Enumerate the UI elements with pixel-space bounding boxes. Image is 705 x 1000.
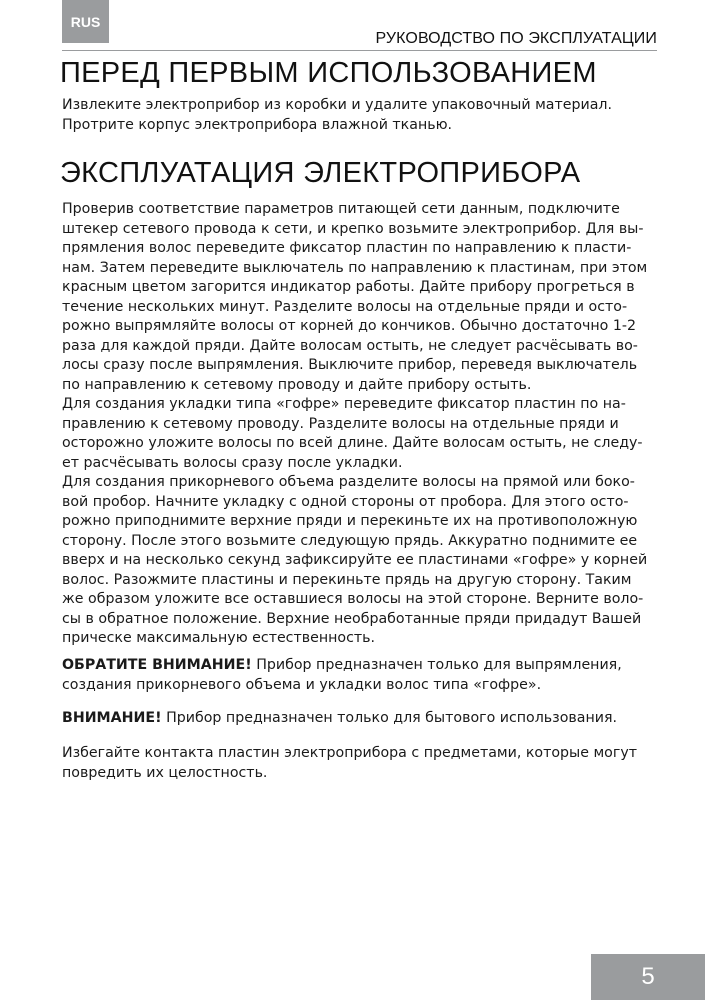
text-line: Проверив соответствие параметров питающей сети данным, подключите [62, 201, 620, 217]
text-line: же образом уложите все оставшиеся волосы на этой стороне. Верните воло- [62, 591, 644, 607]
text-line: течение нескольких минут. Разделите волосы на отдельные пряди и осто- [62, 298, 628, 315]
text-line [62, 709, 654, 729]
text-line: Извлеките электроприбор из коробки и удалите упаковочный материал. [62, 97, 612, 113]
heading-first-use: ПЕРЕД ПЕРВЫМ ИСПОЛЬЗОВАНИЕМ [60, 57, 597, 89]
attention-label: ОБРАТИТЕ ВНИМАНИЕ! [62, 657, 252, 673]
text-line: прическе максимальную естественность. [62, 630, 376, 646]
text-line: красным цветом загорится индикатор работы. Дайте прибору прогреться в [62, 279, 635, 295]
operation-paragraph [62, 200, 654, 649]
warning-label: ВНИМАНИЕ! [62, 710, 162, 726]
text-line: вверх и на несколько секунд зафиксируйте ее пластинами «гофре» у корней [62, 552, 648, 568]
text-line: ет расчёсывать волосы сразу после укладки. [62, 454, 403, 471]
heading-operation: ЭКСПЛУАТАЦИЯ ЭЛЕКТРОПРИБОРА [60, 157, 581, 189]
avoid-contact-note [62, 744, 654, 783]
warning-note [62, 709, 654, 729]
text-line: по направлению к сетевому проводу и дайте прибору остыть. [62, 376, 532, 393]
text-line: сы в обратное положение. Верхние необработанные пряди придадут Вашей [62, 610, 642, 627]
text-line: вой пробор. Начните укладку с одной стороны от пробора. Для этого осто- [62, 493, 629, 510]
text-line: осторожно уложите волосы по всей длине. Дайте волосам остыть, не следу- [62, 435, 643, 451]
attention-note [62, 656, 654, 695]
text-line: раза для каждой пряди. Дайте волосам остыть, не следует расчёсывать во- [62, 337, 638, 354]
warning-text: Прибор предназначен только для бытового использования. [161, 710, 617, 726]
text-line: штекер сетевого провода к сети, и крепко возьмите электроприбор. Для вы- [62, 220, 644, 237]
attention-text: Прибор предназначен только для выпрямления, [251, 657, 622, 673]
text-line: создания прикорневого объема и укладки волос типа «гофре». [62, 676, 542, 693]
text-line: рожно выпрямляйте волосы от корней до кончиков. Обычно достаточно 1-2 [62, 318, 637, 334]
text-line: Протрите корпус электроприбора влажной тканью. [62, 116, 453, 133]
first-use-paragraph [62, 96, 654, 135]
text-line: Для создания прикорневого объема разделите волосы на прямой или боко- [62, 474, 635, 490]
language-tab: RUS [62, 0, 109, 43]
text-line: волос. Разожмите пластины и перекиньте прядь на другую сторону. Таким [62, 571, 632, 588]
text-line: повредить их целостность. [62, 764, 268, 781]
text-line: нам. Затем переведите выключатель по направлению к пластинам, при этом [62, 259, 648, 276]
manual-title: РУКОВОДСТВО ПО ЭКСПЛУАТАЦИИ [375, 30, 657, 47]
text-line: сторону. После этого возьмите следующую прядь. Аккуратно поднимите ее [62, 532, 638, 549]
text-line: лосы сразу после выпрямления. Выключите прибор, переведя выключатель [62, 357, 638, 373]
text-line [62, 656, 654, 676]
page-number: 5 [591, 954, 705, 1000]
text-line: прямления волос переведите фиксатор пластин по направлению к пласти- [62, 240, 632, 256]
text-line: рожно приподнимите верхние пряди и перекиньте их на противоположную [62, 513, 638, 529]
header-divider [62, 50, 657, 51]
text-line: Избегайте контакта пластин электроприбора с предметами, которые могут [62, 745, 637, 761]
text-line: Для создания укладки типа «гофре» переведите фиксатор пластин по на- [62, 396, 626, 412]
text-line: правлению к сетевому проводу. Разделите волосы на отдельные пряди и [62, 415, 619, 432]
